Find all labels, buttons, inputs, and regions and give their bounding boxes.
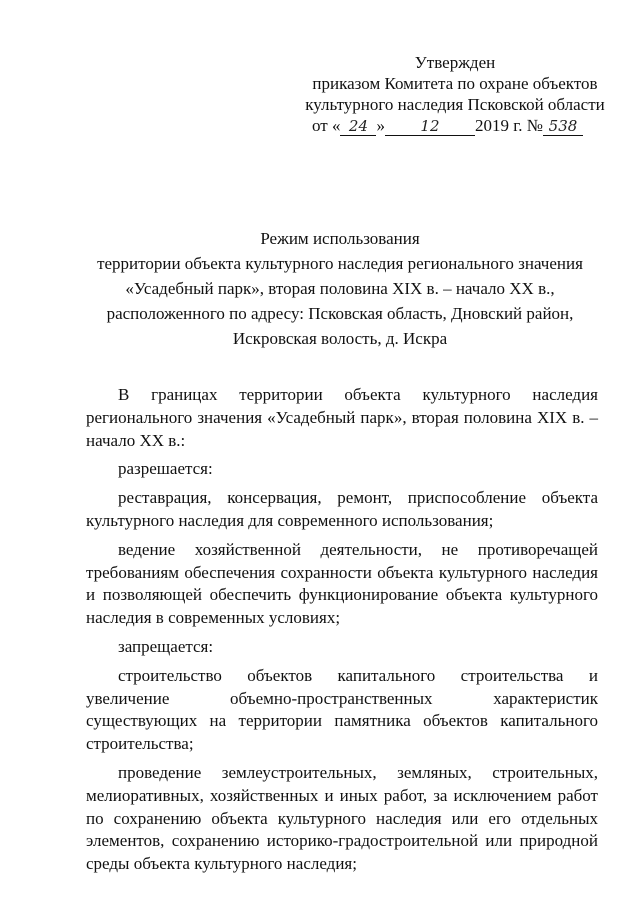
- title-line-3: «Усадебный парк», вторая половина XIX в. – начало XX в.,: [125, 279, 555, 298]
- title-line-5: Искровская волость, д. Искра: [232, 329, 448, 348]
- title-line-4: расположенного по адресу: Псковская область, Дновский район,: [106, 304, 574, 323]
- forbidden-label: запрещается:: [118, 636, 214, 656]
- date-year-number: 2019 г. №: [474, 116, 543, 135]
- date-prefix: от «: [312, 116, 341, 135]
- document-title: [80, 226, 600, 351]
- title-line-1: Режим использования: [260, 229, 420, 248]
- forbidden-item-2: проведение землеустроительных, земляных, строительных, мелиоративных, хозяйственных и иных работ, за исключением работ по сохранению объекта культурного наследия или его отдельных элементов, сохранению историко-градостроительной или природной среды объекта культурного наследия;: [86, 762, 598, 874]
- allowed-label: разрешается:: [118, 459, 213, 479]
- allowed-item-2: ведение хозяйственной деятельности, не противоречащей требованиям обеспечения сохранности объекта культурного наследия и позволяющей обеспечить функционирование объекта культурного наследия в современных условиях;: [86, 539, 598, 628]
- order-number: 538: [543, 118, 583, 136]
- forbidden-item-1: строительство объектов капитального строительства и увеличение объемно-пространственных характеристик существующих на территории памятника объектов капитального строительства;: [86, 665, 598, 754]
- allowed-item-1: реставрация, консервация, ремонт, приспособление объекта культурного наследия для современного использования;: [86, 488, 598, 530]
- approval-committee-line: культурного наследия Псковской области: [305, 95, 605, 114]
- intro-paragraph: В границах территории объекта культурного наследия регионального значения «Усадебный парк», вторая половина XIX в. – начало XX в.:: [86, 385, 598, 450]
- title-line-2: территории объекта культурного наследия регионального значения: [97, 254, 583, 273]
- approval-order-line: приказом Комитета по охране объектов: [312, 74, 598, 93]
- date-month: 12: [385, 118, 475, 136]
- approval-heading: Утвержден: [414, 53, 496, 72]
- document-body: [86, 384, 598, 882]
- date-day-close: »: [376, 116, 385, 135]
- approval-date-line: [300, 115, 610, 136]
- date-day: 24: [340, 118, 376, 136]
- approval-block: [300, 52, 610, 136]
